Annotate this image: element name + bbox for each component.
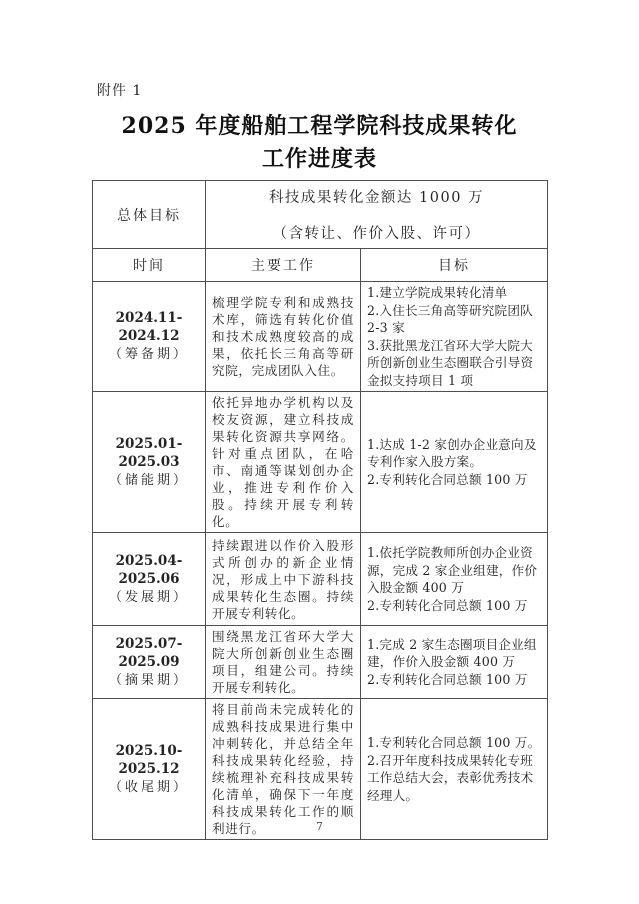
overall-goal-note: （含转让、作价入股、许可） — [272, 226, 481, 242]
goal-item: 1.达成 1-2 家创办企业意向及专利作家入股方案。 — [367, 436, 537, 470]
goals-cell — [361, 392, 548, 533]
goals-cell — [361, 699, 548, 840]
header-time: 时间 — [93, 249, 206, 282]
attachment-label: 附件 1 — [97, 83, 143, 99]
time-cell — [93, 626, 206, 699]
phase-text: （储能期） — [108, 472, 189, 488]
main-work-cell: 围绕黑龙江省环大学大院大所创新创业生态圈项目，组建公司。持续开展专利转化。 — [206, 626, 361, 699]
period-text: 2025.10-2025.12 — [115, 742, 183, 777]
goal-item: 2.专利转化合同总额 100 万 — [367, 471, 528, 487]
table-row-development — [93, 533, 548, 626]
goal-item: 1.专利转化合同总额 100 万。 — [367, 735, 541, 750]
goal-item: 2.入住长三角高等研究院团队 2-3 家 — [367, 302, 533, 335]
table-row-preparation — [93, 282, 548, 392]
phase-text: （筹备期） — [108, 347, 189, 362]
goal-item: 1.建立学院成果转化清单 — [367, 285, 508, 300]
phase-text: （发展期） — [108, 589, 189, 605]
overall-goal-amount: 科技成果转化金额达 1000 万 — [268, 190, 485, 206]
phase-text: （收尾期） — [108, 779, 189, 795]
page-number: 7 — [316, 820, 323, 833]
main-work-cell: 梳理学院专利和成熟技术库，筛选有转化价值和技术成熟度较高的成果，依托长三角高等研究院，完成团队入住。 — [206, 282, 361, 392]
goal-item: 2.召开年度科技成果转化专班工作总结大会，表彰优秀技术经理人。 — [367, 752, 534, 803]
main-work-cell: 持续跟进以作价入股形式所创办的新企业情况，形成上中下游科技成果转化生态圈。持续开展专利转化。 — [206, 533, 361, 626]
time-cell — [93, 392, 206, 533]
main-work-cell: 依托异地办学机构以及校友资源，建立科技成果转化资源共享网络。针对重点团队，在哈市、南通等谋划创办企业，推进专利作价入股。持续开展专利转化。 — [206, 392, 361, 533]
period-text: 2025.01-2025.03 — [115, 435, 183, 470]
header-main-work: 主要工作 — [206, 249, 361, 282]
goal-item: 1.依托学院教师所创办企业资源，完成 2 家企业组建，作价入股金额 400 万 — [367, 545, 538, 595]
period-text: 2025.07-2025.09 — [115, 635, 183, 670]
page-title — [0, 110, 639, 176]
table-row-harvest — [93, 626, 548, 699]
progress-table — [92, 180, 548, 840]
table-row-storage — [93, 392, 548, 533]
table-row-closing — [93, 699, 548, 840]
goals-cell — [361, 282, 548, 392]
goal-item: 1.完成 2 家生态圈项目企业组建，作价入股金额 400 万 — [367, 636, 537, 670]
header-goal: 目标 — [361, 249, 548, 282]
header-row — [93, 249, 548, 282]
main-work-cell: 将目前尚未完成转化的成熟科技成果进行集中冲刺转化，并总结全年科技成果转化经验，持续梳理补充科技成果转化清单，确保下一年度科技成果转化工作的顺利进行。 — [206, 699, 361, 840]
title-line-1: 2025 年度船舶工程学院科技成果转化 — [121, 113, 518, 139]
goal-item: 2.专利转化合同总额 100 万 — [367, 671, 528, 687]
period-text: 2025.04-2025.06 — [115, 552, 183, 587]
overall-goal-cell — [206, 181, 548, 249]
goal-item: 3.获批黑龙江省环大学大院大所创新创业生态圈联合引导资金拟支持项目 1 项 — [367, 337, 534, 388]
time-cell — [93, 699, 206, 840]
goal-item: 2.专利转化合同总额 100 万 — [367, 597, 528, 613]
period-text: 2024.11-2024.12 — [115, 310, 183, 344]
time-cell — [93, 533, 206, 626]
goals-cell — [361, 533, 548, 626]
phase-text: （摘果期） — [108, 672, 189, 688]
overall-goal-label: 总体目标 — [93, 181, 206, 249]
goals-cell — [361, 626, 548, 699]
time-cell — [93, 282, 206, 392]
overall-goal-row — [93, 181, 548, 249]
title-line-2: 工作进度表 — [261, 146, 377, 172]
